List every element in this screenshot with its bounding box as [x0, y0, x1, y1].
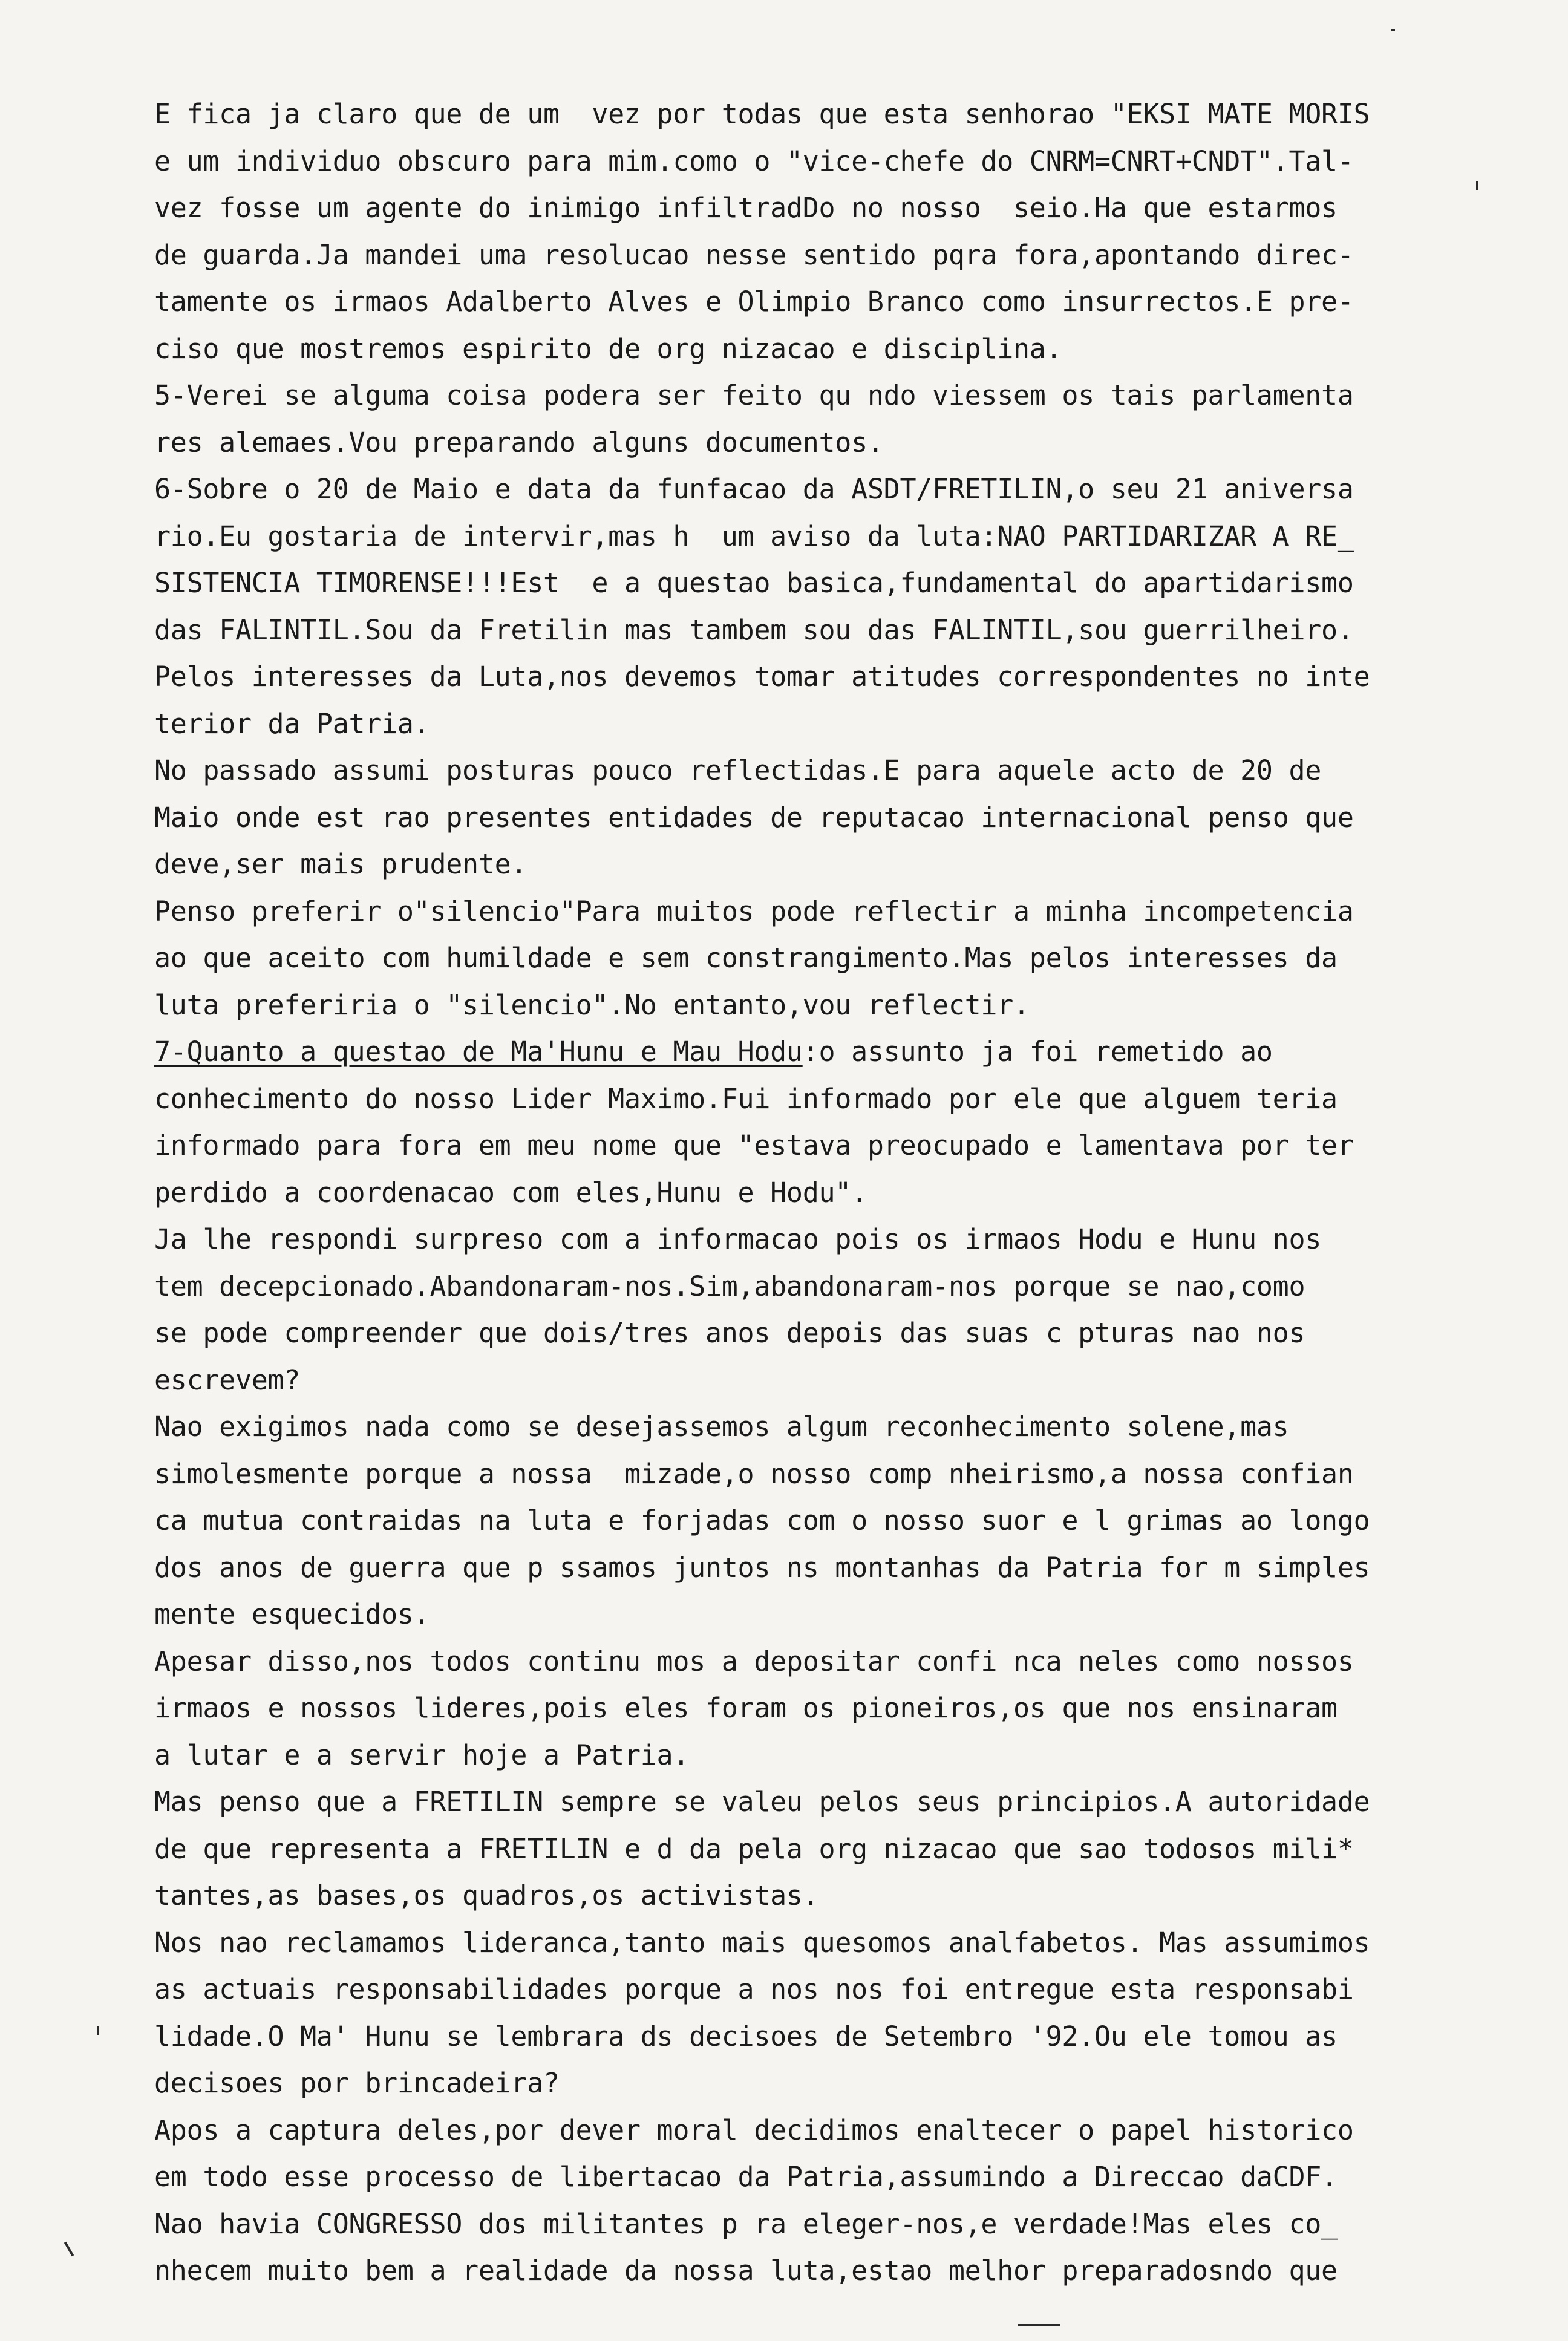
- text-line-33: mente esquecidos.: [154, 1598, 430, 1630]
- text-line-9: 6-Sobre o 20 de Maio e data da funfacao da ASDT/FRETILIN,o seu 21 aniversa: [154, 473, 1354, 505]
- item-7-rest: :o assunto ja foi remetido ao: [802, 1036, 1273, 1068]
- stray-mark-top: [1391, 29, 1395, 31]
- text-line-30: simolesmente porque a nossa mizade,o nosso comp nheirismo,a nossa confian: [154, 1457, 1354, 1490]
- text-line-40: Nos nao reclamamos lideranca,tanto mais quesomos analfabetos. Mas assumimos: [154, 1926, 1370, 1959]
- text-line-6: ciso que mostremos espirito de org nizacao e disciplina.: [154, 332, 1062, 365]
- item-7-line: [154, 1028, 1485, 1076]
- text-line-32: dos anos de guerra que p ssamos juntos ns montanhas da Patria for m simples: [154, 1551, 1370, 1584]
- text-line-27: se pode compreender que dois/tres anos depois das suas c pturas nao nos: [154, 1317, 1305, 1349]
- text-line-23: informado para fora em meu nome que "estava preocupado e lamentava por ter: [154, 1129, 1354, 1161]
- text-line-35: irmaos e nossos lideres,pois eles foram os pioneiros,os que nos ensinaram: [154, 1692, 1338, 1724]
- text-line-18: Penso preferir o"silencio"Para muitos pode reflectir a minha incompetencia: [154, 895, 1354, 927]
- text-line-22: conhecimento do nosso Lider Maximo.Fui informado por ele que alguem teria: [154, 1082, 1338, 1115]
- text-line-1: E fica ja claro que de um vez por todas que esta senhorao "EKSI MATE MORIS: [154, 98, 1370, 130]
- text-line-37: Mas penso que a FRETILIN sempre se valeu pelos seus principios.A autoridade: [154, 1786, 1370, 1818]
- text-line-7: 5-Verei se alguma coisa podera ser feito qu ndo viessem os tais parlamenta: [154, 379, 1354, 411]
- text-line-5: tamente os irmaos Adalberto Alves e Olimpio Branco como insurrectos.E pre-: [154, 286, 1354, 318]
- text-line-39: tantes,as bases,os quadros,os activistas.: [154, 1879, 819, 1912]
- text-line-46: Nao havia CONGRESSO dos militantes p ra eleger-nos,e verdade!Mas eles co_: [154, 2207, 1338, 2240]
- text-line-31: ca mutua contraidas na luta e forjadas com o nosso suor e l grimas ao longo: [154, 1504, 1370, 1536]
- text-line-8: res alemaes.Vou preparando alguns documentos.: [154, 426, 884, 459]
- typewritten-letter-body: [154, 91, 1485, 2294]
- text-line-25: Ja lhe respondi surpreso com a informacao pois os irmaos Hodu e Hunu nos: [154, 1223, 1322, 1255]
- text-line-17: deve,ser mais prudente.: [154, 848, 528, 880]
- item-7-heading: 7-Quanto a questao de Ma'Hunu e Mau Hodu: [154, 1036, 803, 1068]
- text-line-36: a lutar e a servir hoje a Patria.: [154, 1739, 690, 1771]
- text-line-47: nhecem muito bem a realidade da nossa luta,estao melhor preparadosndo que: [154, 2254, 1338, 2287]
- text-line-16: Maio onde est rao presentes entidades de reputacao internacional penso que: [154, 801, 1354, 834]
- text-line-20: luta preferiria o "silencio".No entanto,vou reflectir.: [154, 988, 1030, 1021]
- text-line-28: escrevem?: [154, 1363, 301, 1396]
- text-line-42: lidade.O Ma' Hunu se lembrara ds decisoes de Setembro '92.Ou ele tomou as: [154, 2020, 1338, 2052]
- text-line-29: Nao exigimos nada como se desejassemos algum reconhecimento solene,mas: [154, 1411, 1289, 1443]
- page-edge-dash: [1018, 2324, 1060, 2326]
- text-line-12: das FALINTIL.Sou da Fretilin mas tambem sou das FALINTIL,sou guerrilheiro.: [154, 613, 1354, 646]
- text-line-41: as actuais responsabilidades porque a nos nos foi entregue esta responsabi: [154, 1973, 1354, 2005]
- text-line-45: em todo esse processo de libertacao da Patria,assumindo a Direccao daCDF.: [154, 2161, 1338, 2193]
- text-line-34: Apesar disso,nos todos continu mos a depositar confi nca neles como nossos: [154, 1645, 1354, 1677]
- text-line-44: Apos a captura deles,por dever moral decidimos enaltecer o papel historico: [154, 2114, 1354, 2146]
- text-line-3: vez fosse um agente do inimigo infiltradDo no nosso seio.Ha que estarmos: [154, 192, 1338, 224]
- text-line-26: tem decepcionado.Abandonaram-nos.Sim,abandonaram-nos porque se nao,como: [154, 1270, 1305, 1302]
- stray-mark-right: [1476, 181, 1478, 190]
- text-line-13: Pelos interesses da Luta,nos devemos tomar atitudes correspondentes no inte: [154, 661, 1370, 693]
- text-line-11: SISTENCIA TIMORENSE!!!Est e a questao basica,fundamental do apartidarismo: [154, 567, 1354, 599]
- text-line-15: No passado assumi posturas pouco reflectidas.E para aquele acto de 20 de: [154, 754, 1322, 786]
- text-line-14: terior da Patria.: [154, 707, 430, 740]
- text-line-24: perdido a coordenacao com eles,Hunu e Hodu".: [154, 1176, 867, 1209]
- text-line-2: e um individuo obscuro para mim.como o "vice-chefe do CNRM=CNRT+CNDT".Tal-: [154, 145, 1354, 177]
- text-line-43: decisoes por brincadeira?: [154, 2067, 560, 2099]
- text-line-19: ao que aceito com humildade e sem constrangimento.Mas pelos interesses da: [154, 942, 1338, 974]
- text-line-10: rio.Eu gostaria de intervir,mas h um aviso da luta:NAO PARTIDARIZAR A RE_: [154, 520, 1354, 552]
- stray-mark-bottom-left: [64, 2242, 74, 2257]
- stray-mark-left-margin: [97, 2026, 99, 2035]
- text-line-4: de guarda.Ja mandei uma resolucao nesse sentido pqra fora,apontando direc-: [154, 238, 1354, 271]
- text-line-38: de que representa a FRETILIN e d da pela org nizacao que sao todosos mili*: [154, 1832, 1354, 1865]
